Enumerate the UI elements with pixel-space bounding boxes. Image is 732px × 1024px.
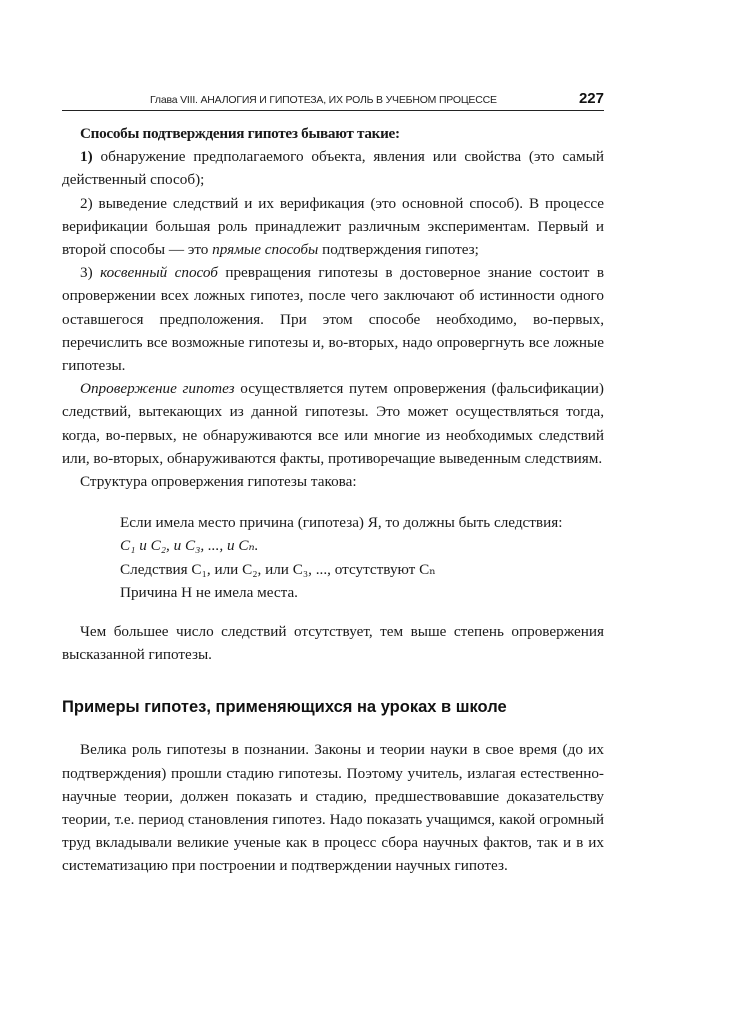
list-item-2-emphasis: прямые способы <box>212 241 319 259</box>
list-item-2-text-end: подтверждения гипотез; <box>318 241 479 259</box>
section-heading: Примеры гипотез, применяющихся на уроках в школе <box>62 698 507 717</box>
scheme-line-2: C₁ и C₂, и C₃, ..., и Cₙ. <box>120 537 259 555</box>
list-item-3-text: превращения гипотезы в достоверное знание состоит в опровержении всех ложных гипотез, после чего заключают об истинности одного оставшегося предположения. При этом способе необходимо, во-первых, перечислить все возможные гипотезы и, во-вторых, надо опровергнуть все ложные гипотезы. <box>62 264 605 375</box>
list-item-3-emphasis: косвенный способ <box>100 264 218 282</box>
list-item-3-number: 3) <box>80 264 101 282</box>
list-item-3 <box>62 261 604 377</box>
conclusion-paragraph: Чем большее число следствий отсутствует, тем выше степень опровержения высказанной гипотезы. <box>62 623 604 664</box>
list-item-1-number: 1) <box>80 148 93 166</box>
scheme-line-1: Если имела место причина (гипотеза) Я, то должны быть следствия: <box>120 514 563 532</box>
refutation-paragraph <box>62 377 604 470</box>
scheme-line-4: Причина Н не имела места. <box>120 583 298 601</box>
list-item-2-text: 2) выведение следствий и их верификация (это основной способ). В процессе верификации большая роль принадлежит различным экспериментам. Первый и второй способы — это <box>62 194 604 259</box>
refutation-emphasis: Опровержение гипотез <box>80 380 235 398</box>
running-header <box>62 92 604 111</box>
refutation-scheme <box>120 511 604 604</box>
intro-heading: Способы подтверждения гипотез бывают такие: <box>80 125 400 142</box>
scheme-line-3: Следствия C₁, или C₂, или C₃, ..., отсутствуют Cₙ <box>120 560 436 578</box>
refutation-text: осуществляется путем опровержения (фальсификации) следствий, вытекающих из данной гипотезы. Это может осуществляться тогда, когда, во-первых, не обнаруживаются все или многие из необходимых следствий или, во-вторых, обнаруживаются факты, противоречащие выведенным следствиям. <box>62 380 604 467</box>
page-body <box>62 122 604 878</box>
list-item-1 <box>62 145 604 191</box>
chapter-title: Глава VIII. АНАЛОГИЯ И ГИПОТЕЗА, ИХ РОЛЬ В УЧЕБНОМ ПРОЦЕССЕ <box>150 94 497 106</box>
page-number: 227 <box>578 90 604 107</box>
list-item-2 <box>62 192 604 262</box>
final-paragraph: Велика роль гипотезы в познании. Законы и теории науки в свое время (до их подтверждения) прошли стадию гипотезы. Поэтому учитель, излагая естественно-научные теории, должен показать и стадию, предшествовавшие доказательству теории, т.е. период становления гипотез. Надо показать учащимся, какой огромный труд вкладывали великие ученые как в процесс сбора научных фактов, так и в их систематизацию при построении и подтверждении научных гипотез. <box>62 741 604 875</box>
list-item-1-text: обнаружение предполагаемого объекта, явления или свойства (это самый действенный способ); <box>62 148 604 189</box>
structure-intro: Структура опровержения гипотезы такова: <box>80 473 357 491</box>
